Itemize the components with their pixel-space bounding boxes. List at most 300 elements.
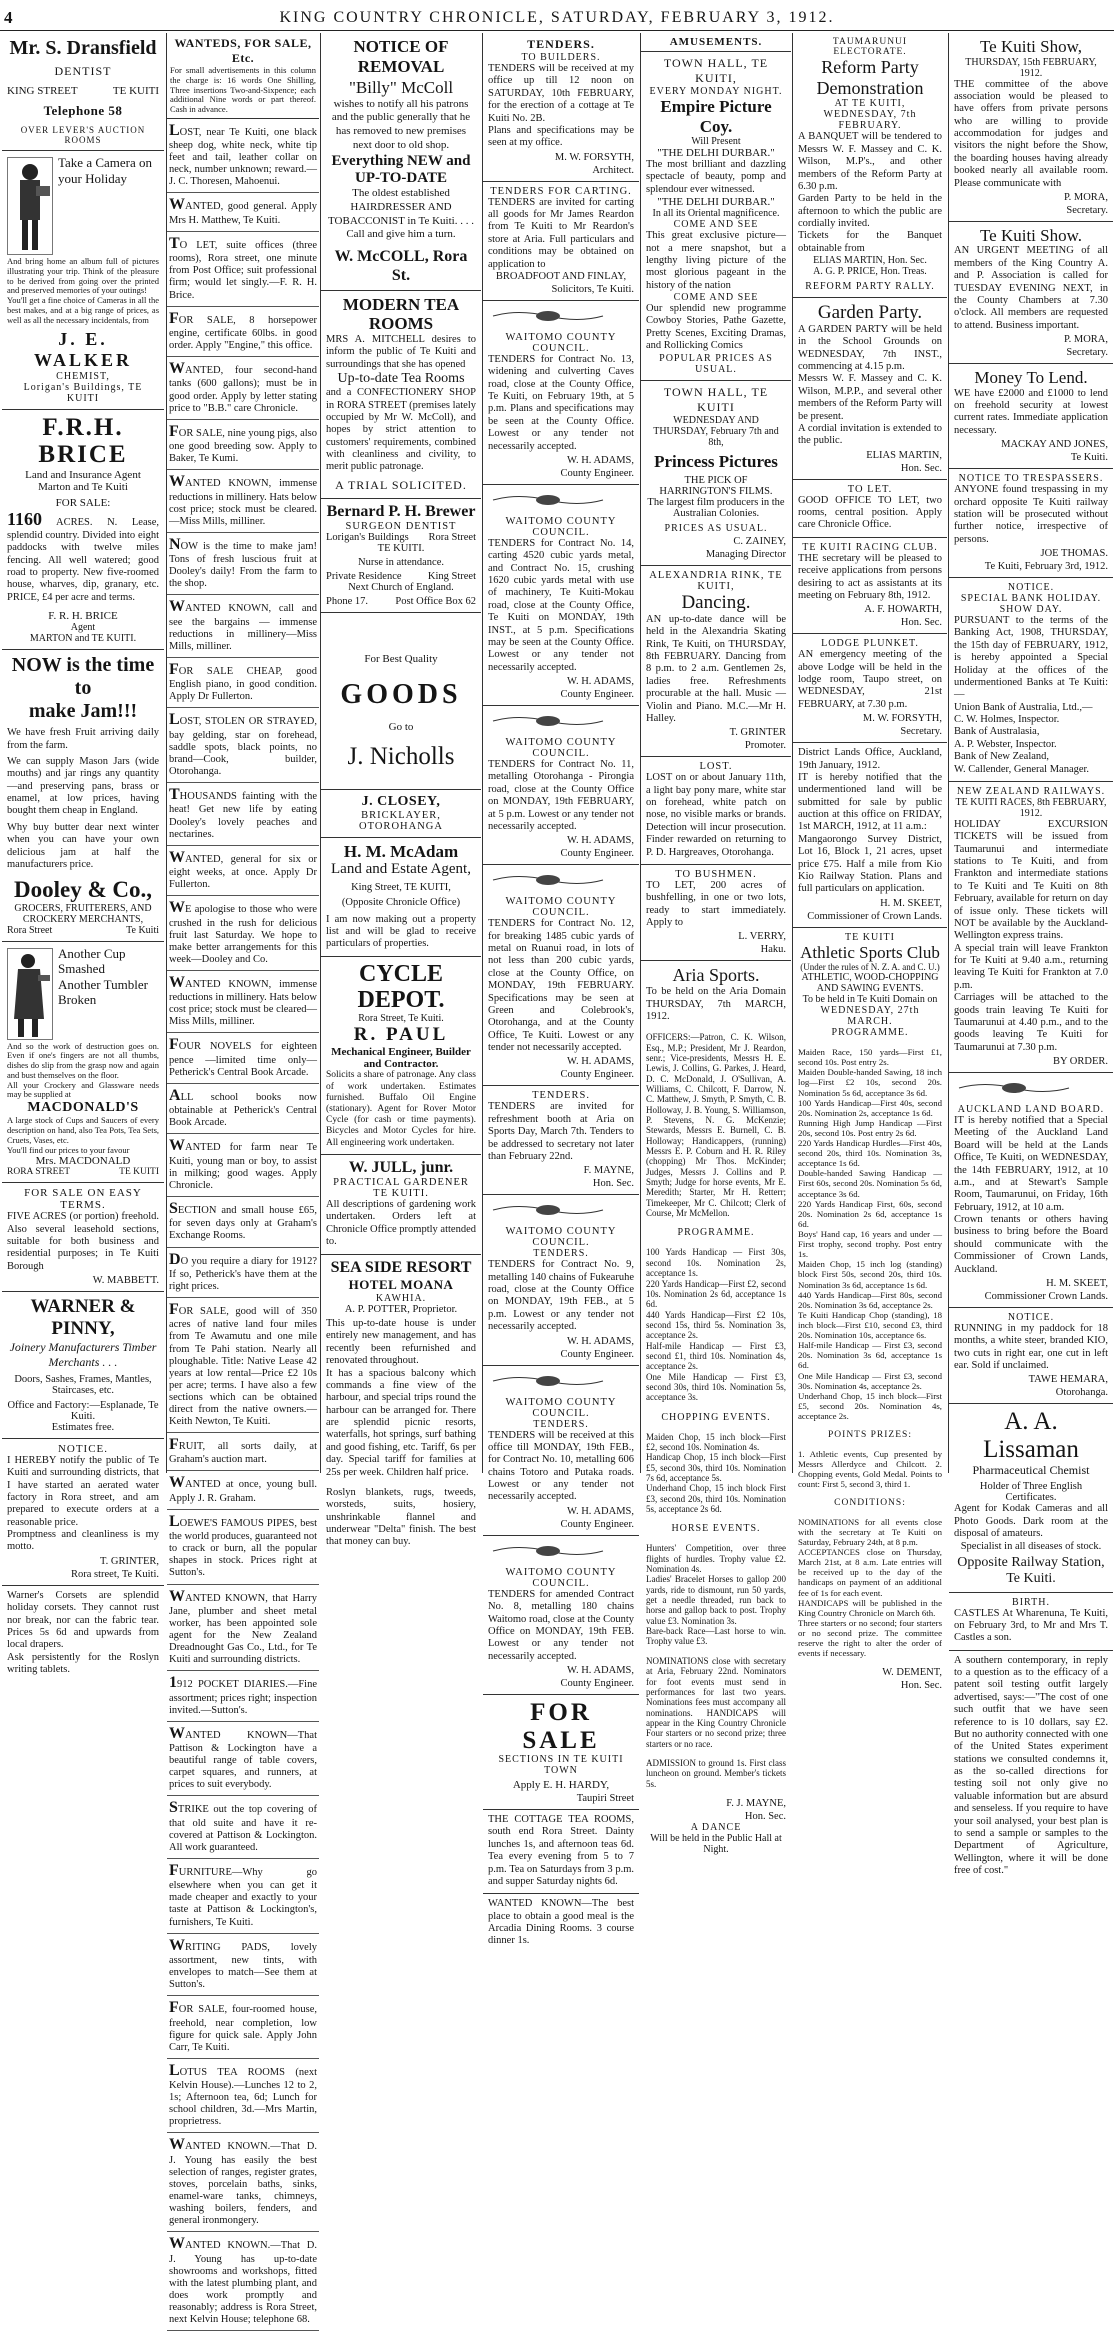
hardy-forsale-ad: [483, 1695, 639, 1810]
office-tolet-heading: TO LET.: [847, 483, 893, 495]
council-8-sig: W. H. ADAMS,: [567, 1665, 634, 1676]
holiday-heading: SPECIAL BANK HOLIDAY.: [960, 593, 1102, 605]
council-tender-sig-2: County Engineer.: [560, 848, 634, 860]
show-meeting-sig-2: Secretary.: [1066, 347, 1108, 359]
classified-item: WANTED KNOWN.—That D. J. Young has up-to-date showrooms and workshops, fitted with the latest plumbing plant, and does work promptly and reasonably; address is Rora Street, next Kelvin House; telephone 68.: [167, 2232, 319, 2331]
nicholls-lead: For Best Quality: [364, 653, 438, 666]
mcadam-body: I am now making out a property list and will be glad to receive particulars of properties.: [326, 913, 476, 950]
racing-sig: A. F. HOWARTH,: [864, 604, 942, 616]
jam-copy-2: We can supply Mason Jars (wide mouths) and jar rings any quantity—and preserving pans, brass or enamel, at low prices, having bought them cheap in England.: [7, 755, 159, 817]
brice-sig-3: MARTON and TE KUITI.: [29, 633, 137, 645]
column-6: [792, 33, 947, 1692]
camera-headline: Take a Camera on your Holiday: [58, 155, 153, 187]
camera-figure-illustration: [7, 157, 53, 255]
closey-name: J. CLOSEY,: [361, 793, 441, 809]
corsets-body: Warner's Corsets are splendid holiday corsets. They cannot rust nor break, nor can the fabric tear. Prices 5s 6d and upwards from local drapers.: [7, 1589, 159, 1651]
land-board-sig: H. M. SKEET,: [1046, 1277, 1108, 1289]
office-tolet-body: GOOD OFFICE TO LET, two rooms, central position. Apply care Chronicle Office.: [798, 494, 942, 531]
council-tender-sig-2: County Engineer.: [560, 689, 634, 700]
lands-sig-2: Commissioner of Crown Lands.: [807, 910, 942, 922]
crockery-headline: Another Cup Smashed: [58, 945, 126, 977]
racing-body: THE secretary will be pleased to receive applications from persons desiring to act as assistants at its meeting on February 8th, 1912.: [798, 552, 942, 601]
council-tender-sig: W. H. ADAMS,: [567, 1056, 634, 1068]
council-tender-body: TENDERS for Contract No. 11, metalling Otorohanga - Pirongia road, close at the County Office on MONDAY, 19th FEBRUARY, at 5 p.m. Lowest or any tender not necessarily accepted.: [488, 759, 634, 832]
warner-estimates: Estimates free.: [51, 1421, 115, 1433]
classified-item: WANTED KNOWN, immense reductions in millinery. Hats below cost price; stock must be cleared.—Miss Mills, milliner.: [167, 470, 319, 533]
bank-holiday-ad: [949, 578, 1113, 782]
brice-sub-2: Marton and Te Kuiti: [38, 480, 128, 493]
council-9-heading: WAITOMO COUNTY COUNCIL.: [505, 1226, 617, 1249]
council-9-sub: TENDERS.: [533, 1248, 589, 1260]
jull-role: PRACTICAL GARDENER: [333, 1177, 469, 1189]
council-tender-heading: WAITOMO COUNTY COUNCIL.: [505, 896, 617, 919]
council-tender-sig: W. H. ADAMS,: [567, 835, 634, 847]
bushmen-heading: TO BUSHMEN.: [675, 868, 757, 880]
grinter-notice-heading: NOTICE.: [57, 1442, 109, 1455]
council-tender-8: [483, 1536, 639, 1695]
council-tender-heading: WAITOMO COUNTY COUNCIL.: [505, 515, 617, 538]
cycle-name: R. PAUL: [353, 1024, 449, 1046]
show-meeting-body: AN URGENT MEETING of all members of the King Country A. and P. Association is called for TUESDAY EVENING NEXT, in the County Chambers at 7.30 o'clock. All members are requested to attend. Business important.: [954, 245, 1108, 331]
classified-item: WANTED at once, young bull. Apply J. R. Graham.: [167, 1471, 319, 1509]
council-8-heading: WAITOMO COUNTY COUNCIL.: [505, 1566, 617, 1589]
county-crest-ornament: [488, 1374, 608, 1388]
grinter-notice-body: I HEREBY notify the public of Te Kuiti and surrounding districts, that I have started an aerated water factory in Rora street, and am prepared to execute orders at a reasonable price.: [7, 1454, 159, 1528]
classified-item: WANTED for farm near Te Kuiti, young man or boy, to assist in milking; good wages. Apply Chronicle.: [167, 1134, 319, 1197]
county-crest-ornament: [488, 309, 608, 323]
aria-dance: A DANCE: [690, 1821, 742, 1833]
brewer-residence-label: Private Residence: [326, 571, 402, 583]
classified-item: LOST, STOLEN OR STRAYED, bay gelding, star on forehead, saddle spots, black points, no brand—Cook, builder, Otorohanga.: [167, 708, 319, 783]
lodge-sig: M. W. FORSYTH,: [862, 713, 942, 725]
athletic-top: TE KUITI: [845, 931, 895, 943]
resort-heading: SEA SIDE RESORT: [330, 1258, 472, 1276]
wanteds-heading: WANTEDS, FOR SALE, Etc.: [174, 36, 312, 65]
closey-ad: [321, 790, 481, 838]
mcadam-opp: (Opposite Chronicle Office): [341, 896, 461, 908]
hardy-forsale-addr: Taupiri Street: [576, 1793, 634, 1804]
lands-body-2: IT is hereby notified that the undermentioned land will be submitted for sale by public auction at this office on FRIDAY, 1st MARCH, 1912, at 11 a.m.:: [798, 771, 942, 833]
classified-item: FOR SALE, four-roomed house, freehold, near completion, low figure for quick sale. Apply John Carr, Te Kuiti.: [167, 1996, 319, 2059]
brice-name: F.R.H. BRICE: [38, 413, 128, 469]
show-meeting-ad: [949, 222, 1113, 364]
classified-item: FOR SALE, 8 horsepower engine, certificate 60lbs. in good order. Apply "Engine," this office.: [167, 307, 319, 358]
corsets-ad: [2, 1586, 164, 1682]
removal-body: wishes to notify all his patrons and the public generally that he has removed to new premises next door to old shop.: [331, 97, 471, 151]
carting-tender-sig: BROADFOOT AND FINLAY,: [495, 270, 627, 282]
builders-tender-body: TENDERS will be received at my office up till 12 noon on SATURDAY, 10th FEBRUARY, for the erection of a cottage at Te Kuiti No. 2B.: [488, 63, 634, 124]
builders-tender: [483, 33, 639, 182]
classified-item: WANTED KNOWN.—That D. J. Young has easily the best selection of ranges, register grates, stoves, porcelain baths, sinks, enamel-ware tanks, chimneys, washing boilers, fenders, and general ironmongery.: [167, 2133, 319, 2232]
show-meeting-heading: Te Kuiti Show.: [979, 225, 1083, 245]
council-tender-sig: W. H. ADAMS,: [567, 454, 634, 466]
column-4: [482, 33, 639, 1947]
classified-item: WE apologise to those who were crushed in the rush for delicious fruit last Saturday. We hope to make better arrangements for this week—Dooley and Co.: [167, 896, 319, 971]
builders-tender-heading: TENDERS.: [527, 37, 595, 51]
crockery-copy-2: All your Crockery and Glassware needs may be supplied at: [7, 1079, 159, 1100]
racing-club-ad: [793, 538, 947, 635]
garden-body-2: Messrs W. F. Massey and C. K. Wilson, M.P.P., and several other members of the Reform Party will be present.: [798, 373, 942, 422]
money-body: WE have £2000 and £1000 to lend on freehold security at lowest current rates. Immediate application necessary.: [954, 387, 1108, 436]
warner-name: WARNER & PINNY,: [30, 1296, 136, 1340]
athletic-heading: Athletic Sports Club: [800, 942, 940, 962]
holiday-show-day: SHOW DAY.: [999, 604, 1063, 616]
birth-notice: [949, 1593, 1113, 1651]
dooley-street: Rora Street: [7, 924, 53, 936]
tearooms-heading-2: Up-to-date Tea Rooms: [337, 371, 465, 387]
lands-office-ad: [793, 743, 947, 928]
council-tender: [483, 706, 639, 865]
easy-terms-sig: W. MABBETT.: [92, 1275, 159, 1287]
dentist-note: OVER LEVER'S AUCTION ROOMS: [20, 125, 146, 145]
cycle-addr: Rora Street, Te Kuiti.: [358, 1013, 444, 1025]
brice-sub: Land and Insurance Agent: [25, 468, 141, 481]
council-tender-heading: WAITOMO COUNTY COUNCIL.: [505, 737, 617, 759]
hardy-forsale-heading: FOR SALE: [522, 1699, 600, 1754]
council-tender-10: [483, 1366, 639, 1536]
mcadam-ad: [321, 838, 481, 957]
money-lend-ad: [949, 364, 1113, 469]
resort-town: KAWHIA.: [375, 1293, 427, 1304]
show-sig-2: Secretary.: [1066, 204, 1108, 216]
dransfield-ad: [2, 33, 164, 151]
lissaman-body-3: Specialist in all diseases of stock.: [960, 1540, 1102, 1552]
lost-pony-ad: [641, 757, 791, 865]
dance-sig: T. GRINTER: [729, 727, 786, 739]
refreshment-tender-sig-2: Hon. Sec.: [592, 1178, 634, 1190]
paddock-notice-ad: [949, 1308, 1113, 1405]
reform-body-3: Tickets for the Banquet obtainable from: [798, 230, 942, 254]
council-9-sig: W. H. ADAMS,: [567, 1335, 634, 1347]
hardy-forsale-sub: SECTIONS IN TE KUITI TOWN: [498, 1754, 624, 1776]
show-heading: Te Kuiti Show,: [979, 37, 1083, 56]
county-crest-ornament: [488, 1544, 608, 1558]
reform-body: A BANQUET will be tendered to Messrs W. F. Massey and C. K. Wilson, M.P's., and other members of the Reform Party at 6.30 p.m.: [798, 131, 942, 192]
column-5: [640, 33, 791, 1855]
athletic-sig: W. DEMENT,: [882, 1667, 942, 1679]
garden-body: A GARDEN PARTY will be held in the School Grounds on WEDNESDAY, 7th INST., commencing at 4.15 p.m.: [798, 323, 942, 373]
cycle-heading: CYCLE DEPOT.: [357, 960, 445, 1014]
classified-item: ALL school books now obtainable at Petherick's Central Book Arcade.: [167, 1084, 319, 1135]
racing-heading: TE KUITI RACING CLUB.: [802, 541, 938, 553]
money-sig: MACKAY AND JONES,: [1001, 439, 1108, 451]
builders-tender-sub: TO BUILDERS.: [521, 52, 601, 63]
railways-sig: BY ORDER.: [1052, 1056, 1108, 1068]
empire-ad: [641, 52, 791, 381]
railways-sub: TE KUITI RACES, 8th FEBRUARY, 1912.: [955, 796, 1107, 819]
princess-sig-2: Managing Director: [705, 549, 786, 561]
classified-item: WRITING PADS, lovely assortment, new tints, with envelopes to match—See them at Sutton's.: [167, 1934, 319, 1997]
column-7: [948, 33, 1113, 1877]
lost-pony-heading: LOST.: [699, 761, 733, 773]
brice-forsale: FOR SALE:: [55, 496, 111, 509]
princess-days: WEDNESDAY AND THURSDAY, February 7th and 8th,: [653, 414, 779, 448]
empire-film-2: "THE DELHI DURBAR.": [657, 196, 775, 209]
brewer-town: TE KUITI.: [377, 543, 425, 555]
classified-item: WANTED KNOWN, immense reductions in millinery. Hats below cost price; stock must be cleared—Miss Mills, milliner.: [167, 971, 319, 1034]
land-board-body: IT is hereby notified that a Special Meeting of the Auckland Land Board will be held at the Lands Office, Te Kuiti, on WEDNESDAY, the 14th FEBRUARY, 1912, at 10 a.m., and at Stewart's Sample Room, Taumarunui, on Friday, 16th February, 1912, at 10 a.m.: [954, 1115, 1108, 1213]
princess-prices: PRICES AS USUAL.: [664, 523, 768, 535]
land-board-ad: [949, 1073, 1113, 1308]
show-sig: P. MORA,: [1063, 191, 1108, 203]
council-tender-sig: W. H. ADAMS,: [567, 676, 634, 687]
jam-copy-3: Why buy butter dear next winter when you can have your own delicious jam at half the manufacturers price.: [7, 821, 159, 870]
macdonald-copy-2: You'll find our prices to your favour: [7, 1144, 130, 1155]
column-3: [320, 33, 481, 1548]
walker-ad: [2, 151, 164, 410]
empire-body: The most brilliant and dazzling spectacle of beauty, pomp and splendour ever witnessed.: [646, 159, 786, 195]
nicholls-ad: [321, 613, 481, 790]
classified-item: FOR SALE, nine young pigs, also one good breeding sow. Apply to Baker, Te Kumi.: [167, 420, 319, 471]
carting-tender-sig-2: Solicitors, Te Kuiti.: [551, 283, 634, 295]
warner-sub: Joinery Manufacturers Timber Merchants . . .: [9, 1339, 157, 1369]
dooley-name: Dooley & Co.,: [14, 877, 152, 903]
money-sig-2: Te Kuiti.: [1070, 452, 1108, 464]
mcadam-sub: Land and Estate Agent,: [331, 861, 471, 878]
council-9-sig-2: County Engineer.: [560, 1348, 634, 1360]
classified-item: WANTED, good general. Apply Mrs H. Matthew, Te Kuiti.: [167, 193, 319, 231]
macdonald-town: TE KUITI: [119, 1167, 159, 1178]
aria-sig-2: Hon. Sec.: [744, 1810, 786, 1822]
brice-ad: [2, 410, 164, 650]
grinter-notice: [2, 1439, 164, 1586]
brewer-phone: Phone 17.: [326, 596, 368, 608]
crockery-figure-illustration: [7, 948, 53, 1040]
land-board-body-2: Crown tenants or others having business to bring before the Board should communicate with the Commissioner of Crown Lands, Auckland.: [954, 1214, 1108, 1275]
newspaper-title: KING COUNTRY CHRONICLE, SATURDAY, FEBRUARY 3, 1912.: [279, 9, 835, 26]
dance-ad: [641, 566, 791, 757]
aria-chopping-heading: CHOPPING EVENTS.: [661, 1411, 771, 1423]
aria-heading: Aria Sports.: [672, 965, 760, 986]
crockery-headline-2: Another Tumbler Broken: [58, 976, 148, 1008]
athletic-body: To be held in Te Kuiti Domain on: [802, 994, 938, 1006]
council-tender-sig-2: County Engineer.: [560, 1069, 634, 1081]
masthead-rule: [0, 30, 1114, 31]
brewer-nurse: Nurse in attendance.: [357, 557, 444, 569]
grinter-notice-sig: T. GRINTER,: [99, 1555, 159, 1567]
column-2: [166, 33, 319, 2325]
council-tender-sig-2: County Engineer.: [560, 467, 634, 479]
empire-body-3: This great exclusive picture—not a mere snapshot, but a lengthy living picture of the most glorious pageant in the history of the nation: [646, 230, 786, 291]
amusements-heading: AMUSEMENTS.: [641, 33, 791, 52]
warner-list: Doors, Sashes, Frames, Mantles, Staircases, etc.: [14, 1373, 152, 1396]
cottage-tearooms-body: THE COTTAGE TEA ROOMS, south end Rora Street. Dainty lunches 1s, and afternoon teas 6d. Tea every evening from 5 to 7 p.m. Tea on Saturdays from 3 p.m. and supper Saturday nights 6d.: [488, 1814, 634, 1887]
classified-item: TO LET, suite offices (three rooms), Rora street, one minute from Post Office; suit professional firm; would let singly.—F. R. H. Brice.: [167, 232, 319, 307]
aria-nominations: NOMINATIONS close with secretary at Aria, February 22nd. Nominators for foot events must send in performances for last two years. Nominations fees must accompany all nominations. HANDICAPS will appear in the King Country Chronicle Four starters or no second prize; three starters or no race.: [646, 1655, 786, 1749]
warner-office: Office and Factory:—Esplanade, Te Kuiti.: [7, 1399, 159, 1422]
builders-tender-body-2: Plans and specifications may be seen at my office.: [488, 124, 634, 149]
reform-date: WEDNESDAY, 7th FEBRUARY.: [823, 109, 917, 132]
tearooms-ad: [321, 291, 481, 499]
cycle-ad: [321, 957, 481, 1155]
classified-item: SECTION and small house £65, for seven days only at Graham's Exchange Rooms.: [167, 1197, 319, 1248]
birth-heading: BIRTH.: [1012, 1596, 1050, 1608]
wanteds-header: [167, 33, 319, 119]
empire-come: COME AND SEE: [673, 219, 759, 231]
resort-body-2: It has a spacious balcony which commands a fine view of the harbour, and special trips round the harbour can be arranged for. There are splendid picnic resorts, waterfalls, hot springs, surf bathing and good fishing, etc. Tariff, 6s per day. Special tariff for families at 25s per week. Children half price.: [326, 1367, 476, 1478]
jam-ad: [2, 650, 164, 941]
carting-tender-heading: TENDERS FOR CARTING.: [490, 185, 632, 197]
classified-item: LOEWE'S FAMOUS PIPES, best the world produces, guaranteed not to crack or burn, all the popular shapes in stock. Prices right at Sutton's.: [167, 1510, 319, 1585]
aria-sub: To be held on the Aria Domain THURSDAY, 7th MARCH, 1912.: [646, 986, 786, 1022]
walker-address: Lorigan's Buildings, TE KUITI: [23, 381, 143, 404]
aria-sig: F. J. MAYNE,: [726, 1797, 786, 1809]
classified-item: LOTUS TEA ROOMS (next Kelvin House).—Lunches 12 to 2, 1s; Afternoon tea, 6d; Lunch for school children, 3d.—Mrs Martin, proprietress.: [167, 2059, 319, 2134]
brewer-street: Rora Street: [428, 532, 476, 544]
trespass-sig-2: Te Kuiti, February 3rd, 1912.: [984, 561, 1108, 573]
garden-heading: Garden Party.: [817, 302, 923, 324]
nicholls-goto: Go to: [388, 721, 414, 734]
easy-terms-body: FIVE ACRES (or portion) freehold. Also several leasehold sections, suitable for both business and residential purposes; in Te Kuiti Borough: [7, 1211, 159, 1272]
column-1: [2, 33, 164, 1676]
paddock-heading: NOTICE.: [1007, 1311, 1055, 1323]
brewer-building: Lorigan's Buildings: [326, 532, 409, 544]
trespass-body: ANYONE found trespassing in my orchard opposite Te Kuiti railway station will be prosecuted without further notice, irrespective of persons.: [954, 484, 1108, 545]
lands-sig: H. M. SKEET,: [880, 897, 942, 909]
empire-body-4: Our splendid new programme Cowboy Stories, Pathe Gazette, Pretty Scenes, Exciting Dramas, and Rollicking Comics: [646, 303, 786, 352]
council-tender: [483, 301, 639, 485]
resort-prop: A. P. POTTER, Proprietor.: [344, 1304, 458, 1315]
dooley-town: Te Kuiti: [126, 924, 159, 936]
holiday-banks: Union Bank of Australia, Ltd.,— C. W. Holmes, Inspector. Bank of Australasia, A. P. Webster, Inspector. Bank of New Zealand, W. Callender, General Manager.: [954, 701, 1093, 775]
cottage-tearooms-ad: [483, 1810, 639, 1894]
county-crest-ornament: [488, 714, 608, 728]
macdonald-sig: Mrs. MACDONALD: [35, 1155, 131, 1168]
classified-item: FRUIT, all sorts daily, at Graham's auction mart.: [167, 1433, 319, 1471]
classified-item: LOST, near Te Kuiti, one black sheep dog, white neck, white tip feet and tail, leather collar on neck, number unknown; reward.—J. C. Thoresen, Mahoenui.: [167, 119, 319, 194]
grinter-notice-sig-2: Rora street, Te Kuiti.: [70, 1568, 159, 1580]
princess-body: The largest film producers in the Australian Colonies.: [647, 497, 785, 520]
garden-sig-2: Hon. Sec.: [900, 462, 942, 474]
lodge-ad: [793, 634, 947, 743]
reform-body-2: Garden Party to be held in the afternoon to which the public are cordially invited.: [798, 193, 942, 229]
classified-item: 1912 POCKET DIARIES.—Fine assortment; prices right; inspection invited.—Sutton's.: [167, 1671, 319, 1722]
resort-body: This up-to-date house is under entirely new management, and has recently been refurnished and renovated throughout.: [326, 1318, 476, 1367]
closey-town: OTOROHANGA: [359, 820, 443, 832]
tearooms-heading: MODERN TEA ROOMS: [342, 294, 460, 334]
garden-body-3: A cordial invitation is extended to the public.: [798, 422, 942, 447]
empire-will: Will Present: [691, 136, 741, 148]
athletic-programme-heading: PROGRAMME.: [831, 1027, 909, 1039]
paddock-sig-2: Otorohanga.: [1055, 1387, 1108, 1399]
show-date: THURSDAY, 15th FEBRUARY, 1912.: [965, 56, 1097, 79]
aria-sports-ad: [641, 961, 791, 1859]
refreshment-tender: [483, 1086, 639, 1195]
empire-night: EVERY MONDAY NIGHT.: [649, 86, 783, 97]
refreshment-tender-heading: TENDERS.: [532, 1090, 590, 1102]
railways-ad: [949, 782, 1113, 1073]
dance-rink: ALEXANDRIA RINK, TE KUITI,: [649, 570, 783, 593]
brewer-role: SURGEON DENTIST: [345, 521, 457, 533]
walker-name: J. E. WALKER: [33, 329, 132, 371]
jull-name: W. JULL, junr.: [348, 1158, 454, 1176]
builders-tender-sig-2: Architect.: [592, 164, 634, 176]
carting-tender-body: TENDERS are invited for carting all goods for Mr James Reardon from Te Kuiti to Mr Reardon's store at Aria. Full particulars and conditions may be obtained on application to: [488, 196, 634, 270]
brewer-next: Next Church of England.: [348, 582, 454, 594]
reform-at: AT TE KUITI,: [834, 98, 906, 110]
bushmen-sig-2: Haku.: [760, 944, 786, 956]
classified-item: FOR SALE, good will of 350 acres of native land four miles from Te Awamutu and one mile from Te Pahi station. Nearly all ploughable. Title: Native Lease 42 years at low rental—Price £2 10s per acre; terms. I have also a few sections which can be obtained direct from the native owners.—Keith Newton, Te Kuiti.: [167, 1298, 319, 1433]
reform-sig: ELIAS MARTIN, Hon. Sec.: [813, 255, 927, 267]
council-10-body: TENDERS will be received at this office till MONDAY, 19th FEB., for Contract No. 10, metalling 606 chains Totoro and Putaka roads. Lowest or any tender not necessarily accepted.: [488, 1429, 634, 1503]
easy-terms-heading: FOR SALE ON EASY TERMS.: [24, 1187, 142, 1212]
athletic-club-ad: [793, 928, 947, 1696]
trespass-sig: JOE THOMAS.: [1040, 548, 1108, 560]
aria-horse-heading: HORSE EVENTS.: [671, 1523, 761, 1535]
classified-item: WANTED KNOWN, call and see the bargains — immense reductions in millinery—Miss Mills, milliner.: [167, 595, 319, 658]
macdonald-copy: A large stock of Cups and Saucers of every description on hand, also Tea Pots, Tea Sets, Cruets, Vases, etc.: [7, 1115, 159, 1145]
jull-body: All descriptions of gardening work undertaken. Orders left at Chronicle Office promptly attended to.: [326, 1199, 476, 1248]
aria-admission: ADMISSION to ground 1s. First class luncheon on ground. Member's tickets 5s.: [646, 1757, 786, 1789]
macdonald-name: MACDONALD'S: [27, 1100, 139, 1116]
brewer-box: Post Office Box 62: [395, 596, 476, 608]
county-crest-ornament: [488, 1203, 608, 1217]
dance-sig-2: Promoter.: [744, 740, 786, 752]
council-9-body: TENDERS for Contract No. 9, metalling 140 chains of Fukearuhe road, close at the County Office on MONDAY, 19th FEB., at 5 p.m. Lowest or any tender not necessarily accepted.: [488, 1259, 634, 1333]
dance-heading: Dancing.: [681, 592, 751, 614]
aria-officers: OFFICERS:—Patron, C. K. Wilson, Esq., M.P.; President, Mr J. Reardon, senr.; Vice-presidents, Messrs H. E. Lewis, J. Collins, G. Parkes, J. Heard, D. C. McDonald, J. O'Sullivan, A. Williams, C. Chilcott, F. Darrow, N. C. Matthew, J. Smyth, P. Smyth, C. B. Holloway, J. B. Young, S. Williamson, P. Stevens, N. G. McKenzie; Stewards, Messrs E. Burnell, C. B. Holloway; Handicappers, (running) Messrs E. P. Coburn and H. R. Riley (chopping) Mr Thos. McKinder; Judges, Messrs J. Collins and P. Smyth; Judge for horse events, Mr E. Meredith; Starter, Mr H. Retterr; Timekeeper, Mr C. Chilcott; Clerk of Course, Mr McMellon.: [646, 1032, 786, 1219]
classified-item: WANTED KNOWN—That Pattison & Lockington have a beautiful range of table covers, carpet squares, and runners, at prices to suit everybody.: [167, 1722, 319, 1797]
council-10-sub: TENDERS.: [533, 1418, 589, 1430]
lodge-sig-2: Secretary.: [900, 726, 942, 738]
athletic-conditions: NOMINATIONS for all events close with the secretary at Te Kuiti on Saturday, February 24th, at 8 p.m. ACCEPTANCES close on Thursday, March 21st, at 8 a.m. Late entries will be received up to the day of the handicaps on payment of an additional fee of 1s for each event. HANDICAPS will be published in the King Country Chronicle on March 6th. Three starters or no second; four starters or no second prize. The committee reserve the right to alter the order of events if necessary.: [798, 1516, 942, 1659]
lissaman-name: A. A. Lissaman: [983, 1408, 1079, 1463]
tearooms-body-2: and a CONFECTIONERY SHOP in RORA STREET (premises lately occupied by Mr W. McColl), and hopes by strict attention to customers' requirements, combined with cleanliness and civility, to merit public patronage.: [326, 387, 476, 473]
council-tender: [483, 865, 639, 1086]
warner-ad: [2, 1292, 164, 1439]
council-tender-9: [483, 1195, 639, 1365]
council-tender-body: TENDERS for Contract No. 13, widening and culverting Caves road, close at the County Office, Te Kuiti, on February 19th, at 5 p.m. Plans and specifications may be seen at the County Office. Lowest or any tender not necessarily accepted.: [488, 353, 634, 452]
council-10-sig-2: County Engineer.: [560, 1518, 634, 1530]
holiday-body: PURSUANT to the terms of the Banking Act, 1908, THURSDAY, the 15th day of FEBRUARY, 1912, is hereby appointed a Special Holiday at the offices of the undermentioned Banks at Te Kuiti:—: [954, 615, 1108, 701]
brewer-residence-street: King Street: [427, 571, 476, 583]
lodge-body: AN emergency meeting of the above Lodge will be held in the lodge room, Taupo street, on WEDNESDAY, 21st FEBRUARY, at 7.30 p.m.: [798, 649, 942, 710]
railways-heading: NEW ZEALAND RAILWAYS.: [956, 785, 1106, 797]
lissaman-opp: Opposite Railway Station,: [957, 1554, 1105, 1570]
dentist-phone: Telephone 58: [43, 103, 123, 118]
mcadam-name: H. M. McAdam: [343, 841, 459, 861]
empire-body-2: In all its Oriental magnificence.: [652, 208, 780, 220]
cycle-body: Solicits a share of patronage. Any class of work undertaken. Estimates furnished. Buffalo Oil Engine (stationary). Agent for Rover Motor Cycle (for cash or time payments). Bicycles and Motor Cycles for hire. All engineering work undertaken.: [326, 1070, 476, 1148]
macdonald-ad: [2, 942, 164, 1184]
macdonald-street: RORA STREET: [7, 1167, 71, 1178]
removal-heading: NOTICE OF REMOVAL: [353, 37, 449, 76]
nicholls-name: J. Nicholls: [347, 743, 455, 771]
arcadia-body: WANTED KNOWN—The best place to obtain a good meal is the Arcadia Dining Rooms. 3 course dinner 1s.: [488, 1898, 634, 1947]
cycle-sub: Mechanical Engineer, Builder and Contractor.: [331, 1046, 471, 1071]
brice-body: ACRES. N. Lease, splendid country. Divided into eight paddocks with twelve miles fencing. All well watered; good road to property. New five-roomed house, wharves, dip, granary, etc. PRICE, £4 per acre and terms.: [7, 516, 159, 603]
show-body: THE committee of the above association would be pleased to have offers from private persons who are willing to provide accommodation for judges and visitors the night before the Show, the boarding houses having already booked nearly all available room. Please communicate with: [954, 78, 1108, 189]
racing-sig-2: Hon. Sec.: [900, 617, 942, 629]
resort-hotel: HOTEL MOANA: [348, 1277, 454, 1292]
page-number: 4: [4, 8, 13, 27]
aria-chopping: Maiden Chop, 15 inch block—First £2, second 10s. Nomination 4s. Handicap Chop, 15 inch block—First £5, second 30s, third 10s. Nomination 7s 6d, acceptance 5s. Underhand Chop, 15 inch block First £3, second 20s, third 10s. Nomination 5s, acceptance 2s 6d.: [646, 1431, 786, 1515]
grinter-notice-body-2: Promptness and cleanliness is my motto.: [7, 1529, 159, 1553]
paddock-sig: TAWE HEMARA,: [1028, 1374, 1108, 1386]
dentist-name: Mr. S. Dransfield: [9, 37, 157, 59]
princess-name: Princess Pictures: [654, 451, 778, 471]
lodge-heading: LODGE PLUNKET.: [821, 638, 919, 650]
hardy-forsale-apply: Apply E. H. HARDY,: [512, 1779, 610, 1791]
easy-terms-ad: [2, 1183, 164, 1292]
resort-ad: [321, 1255, 481, 1554]
land-board-heading: AUCKLAND LAND BOARD.: [957, 1104, 1105, 1116]
holiday-notice: NOTICE.: [1007, 582, 1055, 594]
aria-programme-heading: PROGRAMME.: [677, 1227, 755, 1239]
camera-copy: And bring home an album full of pictures illustrating your trip. Think of the pleasure to be derived from going over the printed and preserved memories of your outings!: [7, 256, 159, 296]
walker-role: CHEMIST,: [56, 370, 110, 382]
county-crest-ornament: [488, 873, 608, 887]
